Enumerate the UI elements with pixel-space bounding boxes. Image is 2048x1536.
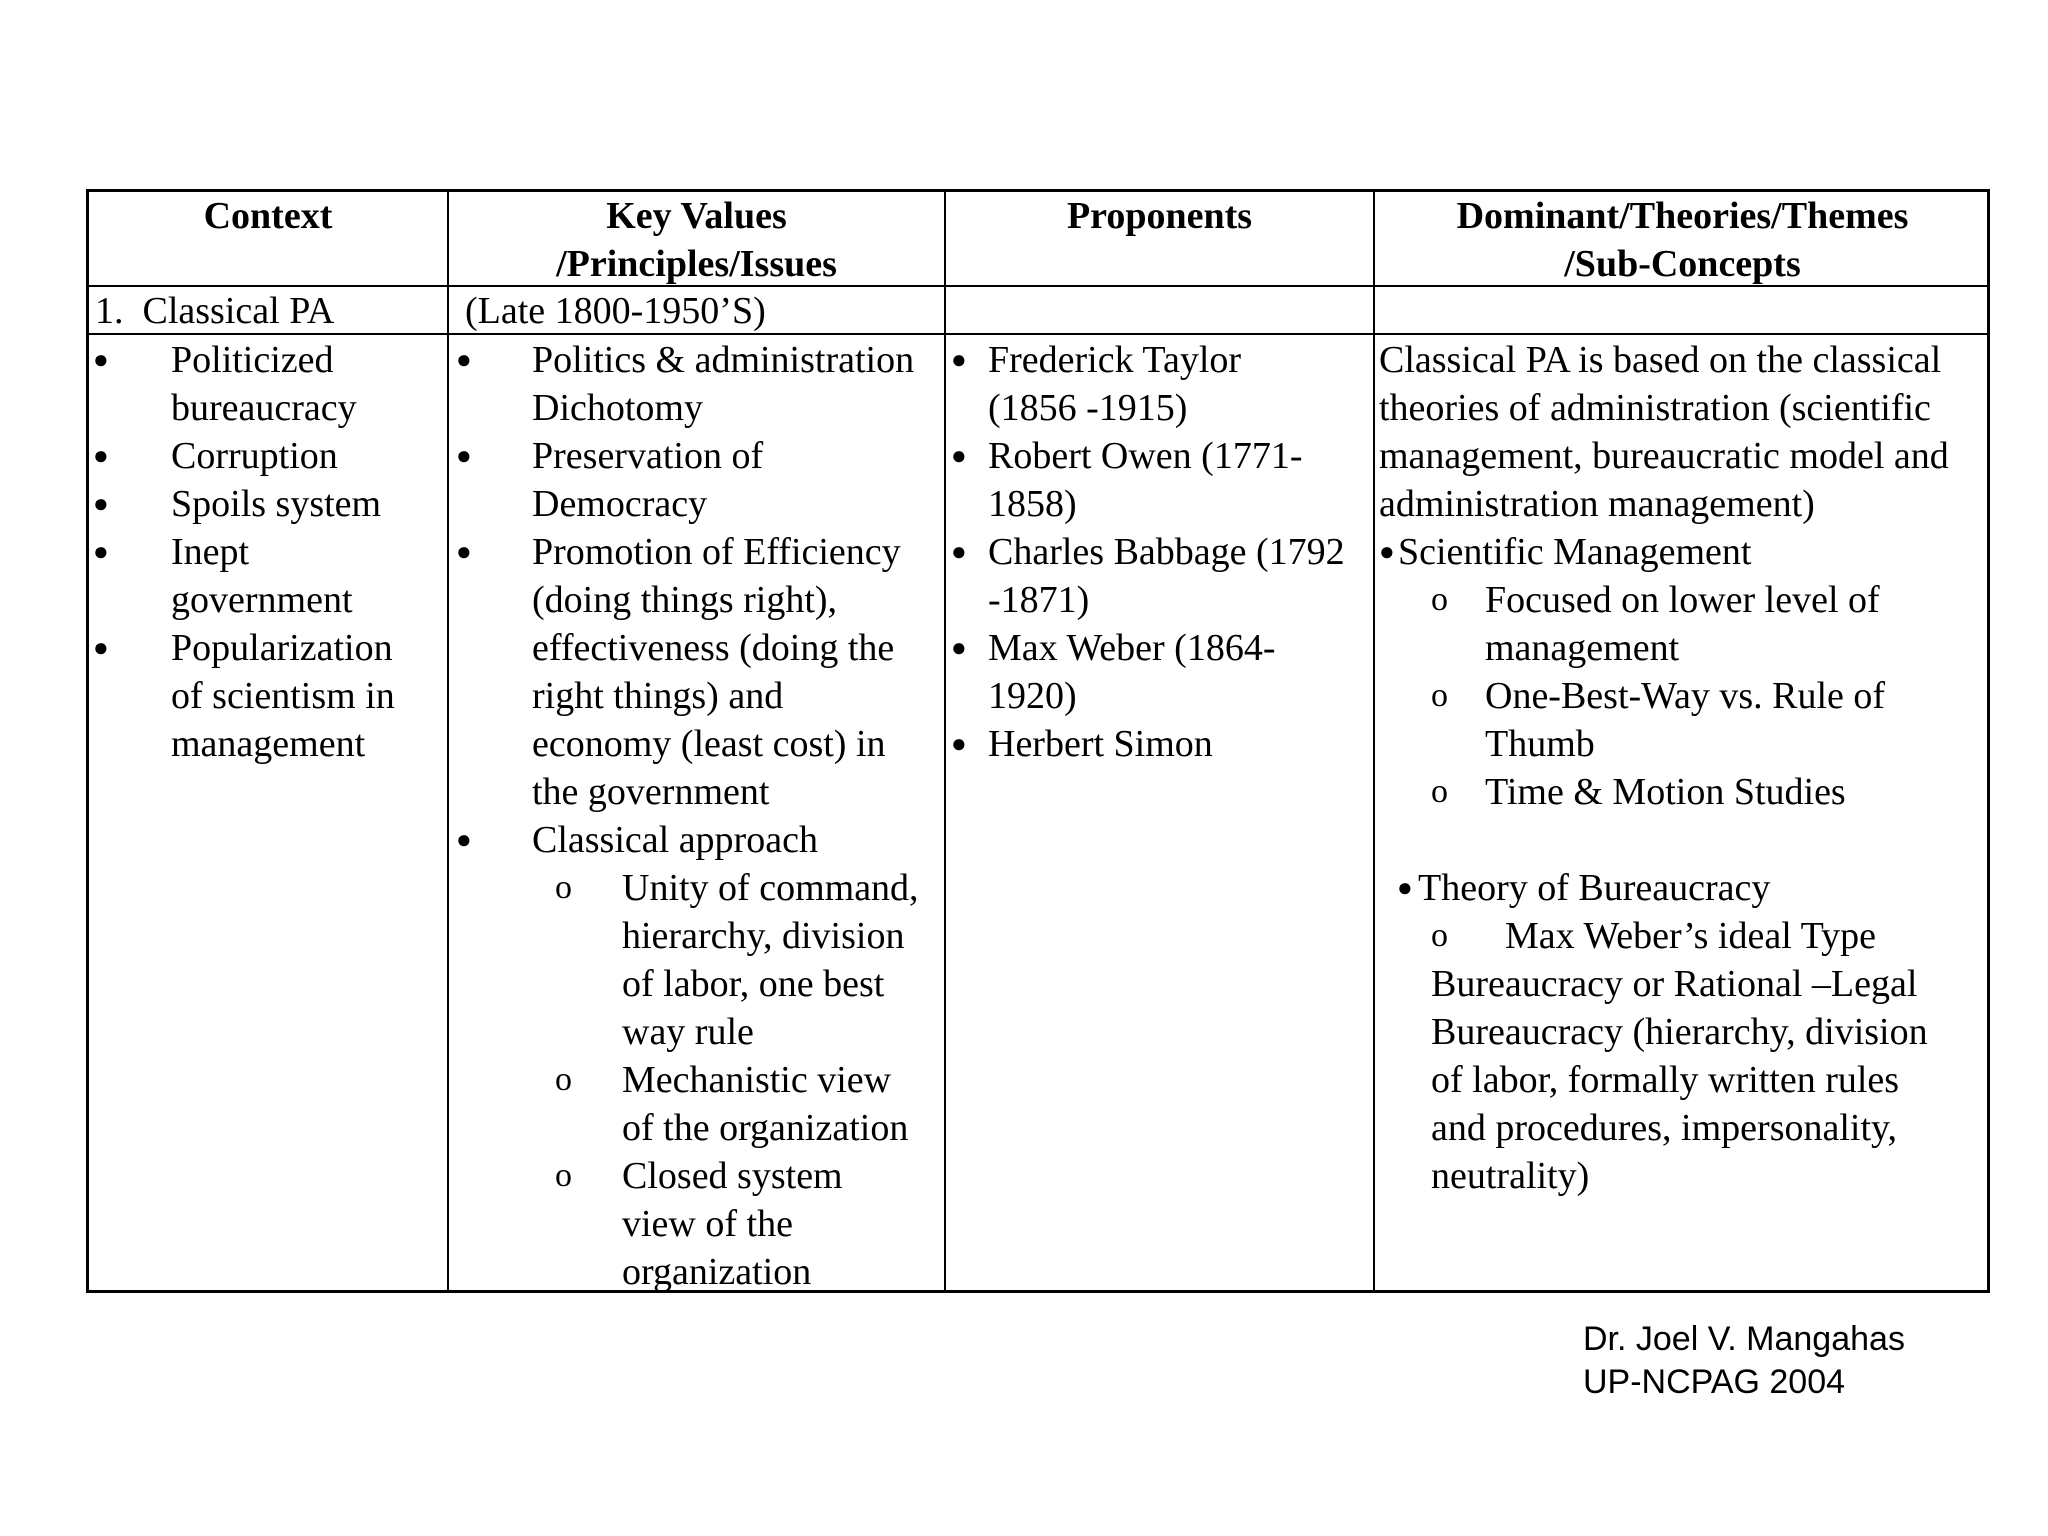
proponent-item: 1858) — [988, 483, 1077, 525]
key-value-item: Preservation of — [532, 435, 764, 477]
classical-subitem: of labor, one best — [622, 963, 885, 1005]
scientific-management-item: Time & Motion Studies — [1485, 771, 1846, 813]
bullet-icon: ● — [951, 633, 967, 662]
key-value-item: Dichotomy — [532, 387, 703, 429]
scientific-management-title: Scientific Management — [1398, 531, 1752, 573]
bullet-icon: ● — [951, 537, 967, 566]
proponent-item: (1856 -1915) — [988, 387, 1188, 429]
proponent-item: Charles Babbage (1792 — [988, 531, 1345, 573]
col-divider-2 — [944, 192, 946, 1290]
key-value-item: Politics & administration — [532, 339, 915, 381]
author-credit — [1583, 1318, 1905, 1404]
proponent-item: Robert Owen (1771- — [988, 435, 1303, 477]
key-value-item: Classical approach — [532, 819, 818, 861]
classical-subitem: Mechanistic view — [622, 1059, 892, 1101]
key-value-item: Promotion of Efficiency — [532, 531, 901, 573]
key-value-item: right things) and — [532, 675, 784, 717]
classical-subitem: view of the — [622, 1203, 793, 1245]
bullet-icon: ● — [93, 441, 109, 470]
header-key-values: Key Values — [606, 195, 787, 237]
scientific-management-item: management — [1485, 627, 1680, 669]
bureaucracy-item-cont: of labor, formally written rules — [1431, 1059, 1900, 1101]
bullet-icon: ● — [1397, 873, 1413, 902]
bullet-icon: ● — [93, 537, 109, 566]
classical-pa-table — [86, 189, 1990, 1293]
bureaucracy-item-cont: neutrality) — [1431, 1155, 1590, 1197]
proponent-item: -1871) — [988, 579, 1090, 621]
row1-divider — [89, 333, 1987, 335]
bullet-icon: ● — [951, 729, 967, 758]
context-item: government — [171, 579, 353, 621]
proponent-item: Max Weber (1864- — [988, 627, 1276, 669]
bullet-icon: ● — [1379, 537, 1395, 566]
sub-bullet-icon: o — [555, 1061, 572, 1098]
bullet-icon: ● — [456, 441, 472, 470]
bureaucracy-title: Theory of Bureaucracy — [1418, 867, 1771, 909]
sub-bullet-icon: o — [555, 869, 572, 906]
context-item: Popularization — [171, 627, 393, 669]
context-item: Corruption — [171, 435, 338, 477]
classical-subitem: of the organization — [622, 1107, 909, 1149]
proponent-item: Frederick Taylor — [988, 339, 1242, 381]
scientific-management-item: Focused on lower level of — [1485, 579, 1880, 621]
classical-subitem: way rule — [622, 1011, 754, 1053]
row-label-classical-pa: 1. Classical PA — [95, 290, 335, 332]
header-themes: Dominant/Theories/Themes — [1456, 195, 1909, 237]
key-value-item: the government — [532, 771, 770, 813]
header-themes-2: /Sub-Concepts — [1564, 243, 1801, 285]
bullet-icon: ● — [456, 825, 472, 854]
col-divider-1 — [447, 192, 449, 1290]
bullet-icon: ● — [951, 441, 967, 470]
classical-subitem: hierarchy, division — [622, 915, 905, 957]
proponent-item: 1920) — [988, 675, 1077, 717]
proponent-item: Herbert Simon — [988, 723, 1213, 765]
context-item: Politicized — [171, 339, 334, 381]
sub-bullet-icon: o — [1431, 917, 1448, 954]
themes-intro-line: administration management) — [1379, 483, 1815, 525]
bullet-icon: ● — [951, 345, 967, 374]
classical-subitem: Closed system — [622, 1155, 843, 1197]
key-value-item: (doing things right), — [532, 579, 838, 621]
classical-subitem: Unity of command, — [622, 867, 919, 909]
bullet-icon: ● — [93, 345, 109, 374]
themes-intro-line: management, bureaucratic model and — [1379, 435, 1949, 477]
themes-intro-line: theories of administration (scientific — [1379, 387, 1931, 429]
key-value-item: Democracy — [532, 483, 708, 525]
context-item: management — [171, 723, 366, 765]
author-affiliation: UP-NCPAG 2004 — [1583, 1363, 1846, 1401]
context-item: Inept — [171, 531, 250, 573]
bullet-icon: ● — [456, 537, 472, 566]
bureaucracy-item-cont: Bureaucracy or Rational –Legal — [1431, 963, 1918, 1005]
themes-intro-line: Classical PA is based on the classical — [1379, 339, 1942, 381]
key-value-item: economy (least cost) in — [532, 723, 886, 765]
bureaucracy-item: Max Weber’s ideal Type — [1505, 915, 1877, 957]
classical-subitem: organization — [622, 1251, 812, 1293]
sub-bullet-icon: o — [1431, 581, 1448, 618]
header-key-values-2: /Principles/Issues — [556, 243, 837, 285]
bullet-icon: ● — [93, 633, 109, 662]
sub-bullet-icon: o — [1431, 773, 1448, 810]
period-label: (Late 1800-1950’S) — [465, 290, 766, 332]
context-item: of scientism in — [171, 675, 395, 717]
sub-bullet-icon: o — [555, 1157, 572, 1194]
bureaucracy-item-cont: and procedures, impersonality, — [1431, 1107, 1898, 1149]
scientific-management-item: One-Best-Way vs. Rule of — [1485, 675, 1886, 717]
bureaucracy-item-cont: Bureaucracy (hierarchy, division — [1431, 1011, 1928, 1053]
author-name: Dr. Joel V. Mangahas — [1583, 1320, 1905, 1358]
key-value-item: effectiveness (doing the — [532, 627, 895, 669]
context-item: bureaucracy — [171, 387, 357, 429]
sub-bullet-icon: o — [1431, 677, 1448, 714]
bullet-icon: ● — [456, 345, 472, 374]
header-proponents: Proponents — [1066, 195, 1253, 237]
header-context: Context — [203, 195, 333, 237]
context-item: Spoils system — [171, 483, 382, 525]
bullet-icon: ● — [93, 489, 109, 518]
col-divider-3 — [1373, 192, 1375, 1290]
scientific-management-item: Thumb — [1485, 723, 1595, 765]
